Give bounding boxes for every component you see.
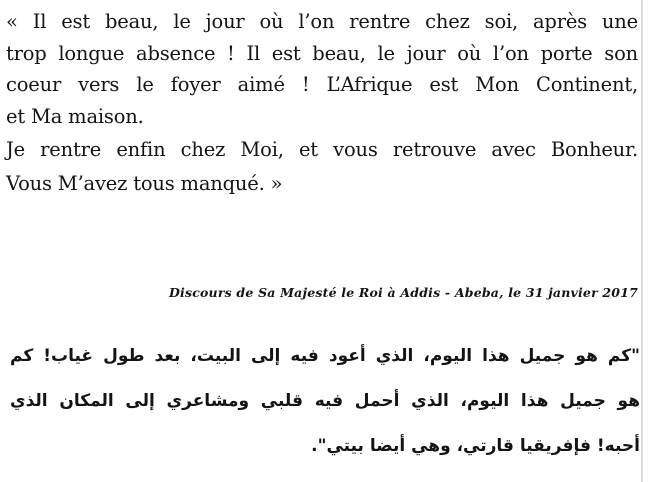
french-quote-line-2: trop longue absence ! Il est beau, le jour où l’on porte son bbox=[6, 41, 638, 65]
arabic-quote-line-3: أحبه! فإفريقيا قارتي، وهي أيضا بيتي". bbox=[311, 436, 640, 456]
french-quote bbox=[6, 6, 638, 199]
arabic-quote-line-2: هو جميل هذا اليوم، الذي أحمل فيه قلبي ومشاعري إلى المكان الذي bbox=[10, 391, 640, 411]
arabic-quote-line-1: "كم هو جميل هذا اليوم، الذي أعود فيه إلى البيت، بعد طول غياب! كم bbox=[10, 346, 640, 366]
speech-attribution-caption: Discours de Sa Majesté le Roi à Addis - Abeba, le 31 janvier 2017 bbox=[168, 285, 638, 300]
arabic-quote bbox=[10, 334, 640, 469]
french-quote-line-5: Je rentre enfin chez Moi, et vous retrouve avec Bonheur. bbox=[6, 138, 638, 161]
french-quote-line-3: coeur vers le foyer aimé ! L’Afrique est Mon Continent, bbox=[6, 73, 638, 96]
page-edge-divider bbox=[641, 0, 643, 482]
french-quote-line-4: et Ma maison. bbox=[6, 104, 144, 128]
french-quote-line-6: Vous M’avez tous manqué. » bbox=[6, 171, 283, 195]
french-quote-line-1: « Il est beau, le jour où l’on rentre chez soi, après une bbox=[6, 10, 638, 33]
